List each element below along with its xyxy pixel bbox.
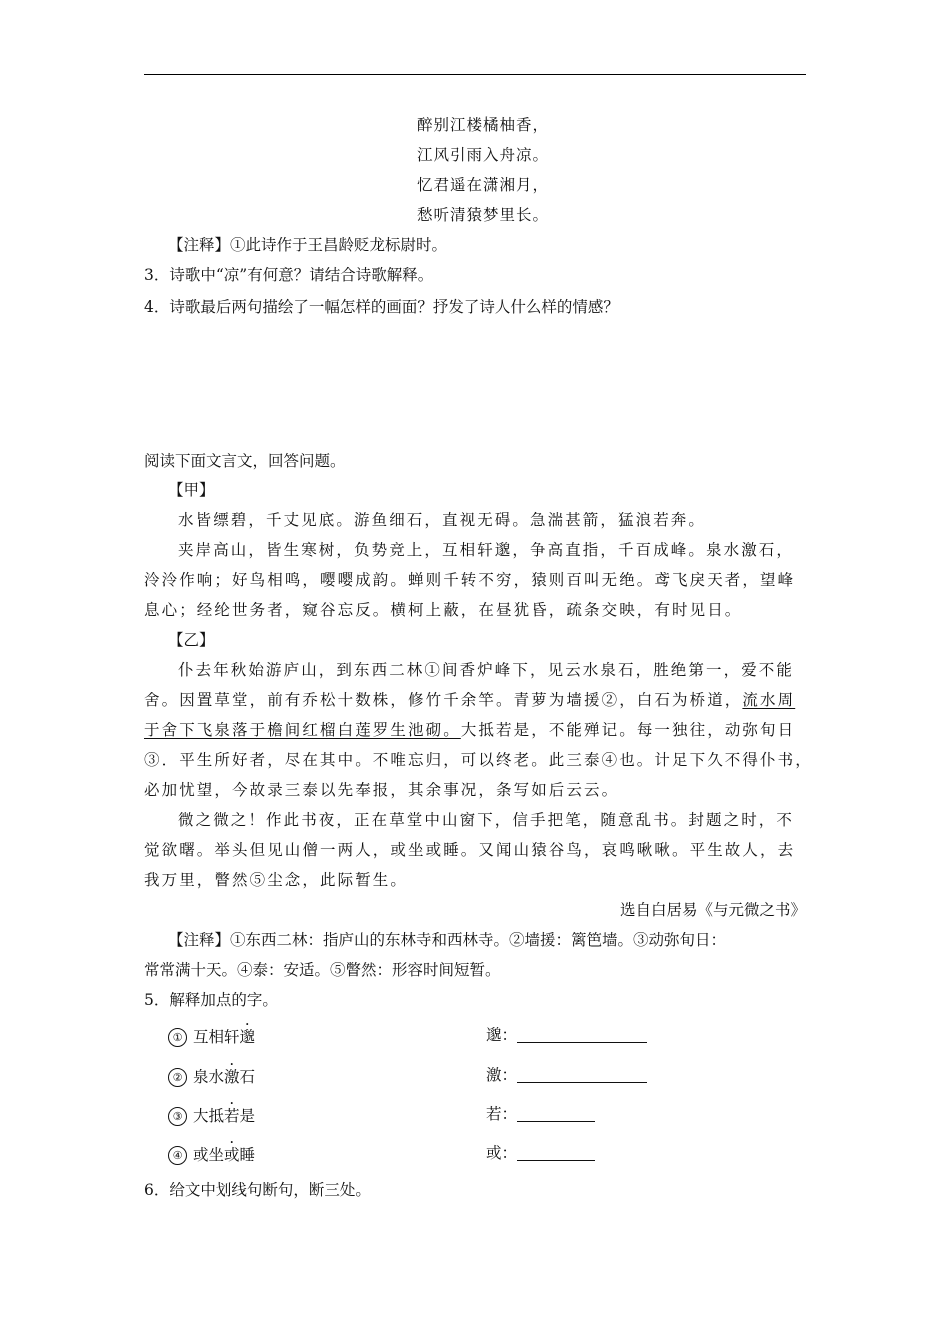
jia-line-2: 夹岸高山，皆生寒树，负势竞上，互相轩邈，争高直指，千百成峰。泉水激石， [178, 541, 795, 559]
q5-answer-3 [486, 1107, 595, 1123]
answer-label: 激： [486, 1066, 518, 1084]
answer-blank[interactable] [517, 1121, 595, 1122]
yi-line-6: 微之微之！作此书夜，正在草堂中山窗下，信手把笔，随意乱书。封题之时，不 [178, 811, 795, 829]
q5-item-4 [168, 1144, 518, 1165]
poem-note: 【注释】①此诗作于王昌龄贬龙标尉时。 [168, 236, 448, 254]
jia-line-3: 泠泠作响；好鸟相鸣，嘤嘤成韵。蝉则千转不穷，猿则百叫无绝。鸢飞戾天者，望峰 [144, 571, 796, 589]
answer-label: 或： [486, 1144, 518, 1162]
q5-item-text: 或坐 [193, 1146, 225, 1164]
answer-label: 邈： [486, 1026, 518, 1044]
q5-answer-2 [486, 1068, 647, 1084]
poem-line-1: 醉别江楼橘柚香， [417, 116, 550, 134]
dotted-char: 激 [224, 1068, 240, 1086]
underlined-sentence-part-2: 于舍下飞泉落于檐间红榴白莲罗生池砌。 [144, 721, 461, 739]
poem-line-4: 愁听清猿梦里长。 [417, 206, 550, 224]
circled-number: ③ [168, 1107, 187, 1126]
yi-line-3-rest: 大抵若是，不能殚记。每一独往，动弥旬日 [460, 721, 796, 739]
yi-line-4: ③．平生所好者，尽在其中。不唯忘归，可以终老。此三泰④也。计足下久不得仆书， [144, 751, 813, 769]
yi-line-3 [144, 723, 795, 739]
poem-line-3: 忆君遥在潇湘月， [417, 176, 550, 194]
header-rule [144, 74, 806, 75]
answer-blank[interactable] [517, 1082, 647, 1083]
yi-line-7: 觉欲曙。举头但见山僧一两人，或坐或睡。又闻山猿谷鸟，哀鸣啾啾。平生故人，去 [144, 841, 796, 859]
passage-source: 选自白居易《与元微之书》 [619, 901, 806, 919]
yi-line-1: 仆去年秋始游庐山，到东西二林①间香炉峰下，见云水泉石，胜绝第一，爱不能 [178, 661, 795, 679]
answer-label: 若： [486, 1105, 518, 1123]
yi-line-5: 必加忧望，今故录三泰以先奉报，其余事况，条写如后云云。 [144, 781, 620, 799]
circled-number: ① [168, 1028, 187, 1047]
yi-line-2 [144, 693, 795, 709]
jia-heading: 【甲】 [168, 481, 215, 499]
passage-note-2: 常常满十天。④泰：安适。⑤瞥然：形容时间短暂。 [144, 961, 501, 979]
jia-line-4: 息心；经纶世务者，窥谷忘反。横柯上蔽，在昼犹昏，疏条交映，有时见日。 [144, 601, 743, 619]
jia-line-1: 水皆缥碧，千丈见底。游鱼细石，直视无碍。急湍甚箭，猛浪若奔。 [178, 511, 707, 529]
circled-number: ② [168, 1068, 187, 1087]
yi-line-2-text: 舍。因置草堂，前有乔松十数株，修竹千余竿。青萝为墙援②，白石为桥道， [144, 691, 743, 709]
q5-answer-1 [486, 1028, 647, 1044]
circled-number: ④ [168, 1146, 187, 1165]
passage-intro: 阅读下面文言文，回答问题。 [144, 452, 346, 470]
dotted-char: 若 [224, 1107, 240, 1125]
q5-item-text-after: 石 [239, 1068, 256, 1086]
question-6: 6．给文中划线句断句，断三处。 [144, 1181, 371, 1199]
q5-item-1 [168, 1026, 518, 1047]
poem-line-2: 江风引雨入舟凉。 [417, 146, 550, 164]
question-3: 3．诗歌中“凉”有何意？请结合诗歌解释。 [144, 266, 434, 284]
dotted-char: 邈 [239, 1028, 256, 1046]
yi-heading: 【乙】 [168, 631, 215, 649]
q5-item-text-after: 睡 [239, 1146, 256, 1164]
answer-blank[interactable] [517, 1042, 647, 1043]
q5-item-2 [168, 1066, 518, 1087]
q5-item-text-after: 是 [239, 1107, 256, 1125]
q5-answer-4 [486, 1146, 595, 1162]
answer-blank[interactable] [517, 1160, 595, 1161]
yi-line-8: 我万里，瞥然⑤尘念，此际暂生。 [144, 871, 409, 889]
question-4: 4．诗歌最后两句描绘了一幅怎样的画面？抒发了诗人什么样的情感？ [144, 298, 619, 316]
q5-item-text: 大抵 [193, 1107, 225, 1125]
underlined-sentence-part-1: 流水周 [742, 691, 796, 709]
q5-item-text: 互相轩 [193, 1028, 240, 1046]
q5-item-3 [168, 1105, 518, 1126]
question-5-title: 5．解释加点的字。 [144, 991, 278, 1009]
dotted-char: 或 [224, 1146, 240, 1164]
passage-note-1: 【注释】①东西二林：指庐山的东林寺和西林寺。②墙援：篱笆墙。③动弥旬日： [168, 931, 727, 949]
q5-item-text: 泉水 [193, 1068, 225, 1086]
